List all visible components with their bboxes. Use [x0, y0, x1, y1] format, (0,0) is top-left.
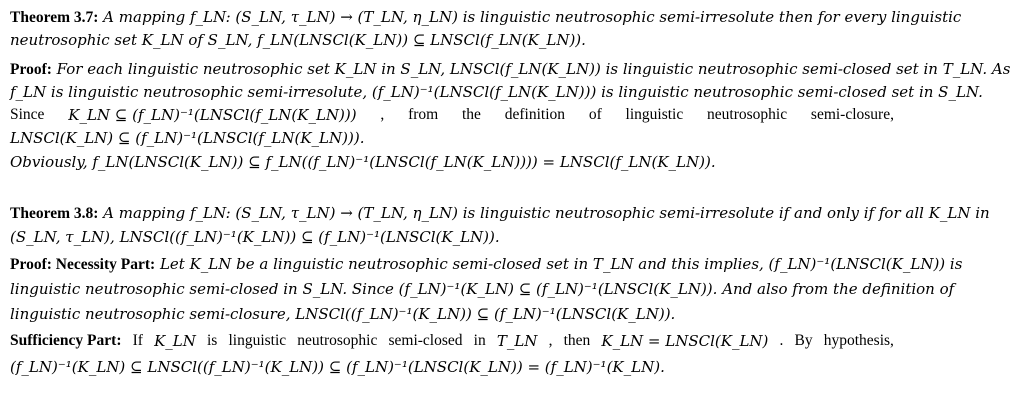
proof-3-8-text-1: Let K_LN be a linguistic neutrosophic semi-closed set in T_LN and this implies, (f_LN)⁻¹(LNSCl(K_LN)) is [155, 255, 963, 273]
theorem-3-7-line-1 [10, 6, 962, 29]
suff-w4: neutrosophic [297, 332, 378, 349]
proof-3-7-line-1 [10, 58, 1010, 81]
proof-3-7-w9: semi-closure, [810, 106, 894, 123]
suff-w13: hypothesis, [823, 332, 894, 349]
suff-w7: T_LN [496, 332, 538, 350]
theorem-3-7-line-2: neutrosophic set K_LN of S_LN, f_LN(LNSCl(K_LN)) ⊆ LNSCl(f_LN(K_LN)). [10, 31, 586, 49]
suff-w1: K_LN [154, 332, 196, 350]
suff-w11: . [779, 332, 784, 349]
proof-3-7-w8: neutrosophic [707, 106, 788, 123]
proof-3-7-line-3 [10, 104, 894, 126]
proof-3-7-w0: Since [10, 106, 45, 123]
proof-3-7-w7: linguistic [625, 106, 684, 123]
proof-3-7-line-2: f_LN is linguistic neutrosophic semi-irresolute, (f_LN)⁻¹(LNSCl(f_LN(K_LN))) is linguistic neutrosophic semi-closed set in S_LN. [10, 83, 983, 101]
proof-3-8-line-2: linguistic neutrosophic semi-closed in S_LN. Since (f_LN)⁻¹(K_LN) ⊆ (f_LN)⁻¹(LNSCl(K_LN)). And also from the definition of [10, 280, 955, 298]
theorem-3-7-label: Theorem 3.7: [10, 9, 99, 26]
proof-3-8-line-1 [10, 253, 963, 276]
proof-3-7-line-5: Obviously, f_LN(LNSCl(K_LN)) ⊆ f_LN((f_LN)⁻¹(LNSCl(f_LN(K_LN)))) = LNSCl(f_LN(K_LN)). [10, 153, 716, 171]
proof-3-7-w1: K_LN ⊆ (f_LN)⁻¹(LNSCl(f_LN(K_LN))) [68, 106, 357, 124]
suff-w9: then [563, 332, 591, 349]
proof-3-7-w6: of [588, 106, 602, 123]
suff-w8: , [548, 332, 553, 349]
proof-3-8-label: Proof: Necessity Part: [10, 256, 156, 273]
theorem-3-8-line-2: (S_LN, τ_LN), LNSCl((f_LN)⁻¹(K_LN)) ⊆ (f_LN)⁻¹(LNSCl(K_LN)). [10, 228, 500, 246]
theorem-3-7-text-1: A mapping f_LN: (S_LN, τ_LN) → (T_LN, η_LN) is linguistic neutrosophic semi-irresolute then for every linguistic [98, 8, 962, 26]
suff-w2: is [206, 332, 218, 349]
proof-3-7-w4: the [462, 106, 481, 123]
theorem-3-8-label: Theorem 3.8: [10, 205, 99, 222]
theorem-3-8-line-1 [10, 202, 990, 225]
proof-3-7-w2: , [380, 106, 385, 123]
theorem-3-8-text-1: A mapping f_LN: (S_LN, τ_LN) → (T_LN, η_LN) is linguistic neutrosophic semi-irresolute if and only if for all K_LN in [98, 204, 990, 222]
proof-3-8-line-3: linguistic neutrosophic semi-closure, LNSCl((f_LN)⁻¹(K_LN)) ⊆ (f_LN)⁻¹(LNSCl(K_LN)). [10, 305, 676, 323]
proof-3-8-line-5: (f_LN)⁻¹(K_LN) ⊆ LNSCl((f_LN)⁻¹(K_LN)) ⊆ (f_LN)⁻¹(LNSCl(K_LN)) = (f_LN)⁻¹(K_LN). [10, 358, 665, 376]
suff-w3: linguistic [228, 332, 287, 349]
proof-3-7-w5: definition [504, 106, 566, 123]
suff-w5: semi-closed [388, 332, 463, 349]
proof-3-7-w3: from [408, 106, 439, 123]
proof-3-7-text-1: For each linguistic neutrosophic set K_LN in S_LN, LNSCl(f_LN(K_LN)) is linguistic neutrosophic semi-closed set in T_LN. As [51, 60, 1010, 78]
proof-3-8-line-4 [10, 330, 894, 352]
suff-w10: K_LN = LNSCl(K_LN) [601, 332, 769, 350]
suff-w12: By [794, 332, 813, 349]
proof-3-7-label: Proof: [10, 61, 52, 78]
suff-w6: in [473, 332, 486, 349]
sufficiency-label: Sufficiency Part: [10, 332, 122, 349]
proof-3-7-line-4: LNSCl(K_LN) ⊆ (f_LN)⁻¹(LNSCl(f_LN(K_LN))). [10, 129, 365, 147]
suff-w0: If [132, 332, 143, 349]
